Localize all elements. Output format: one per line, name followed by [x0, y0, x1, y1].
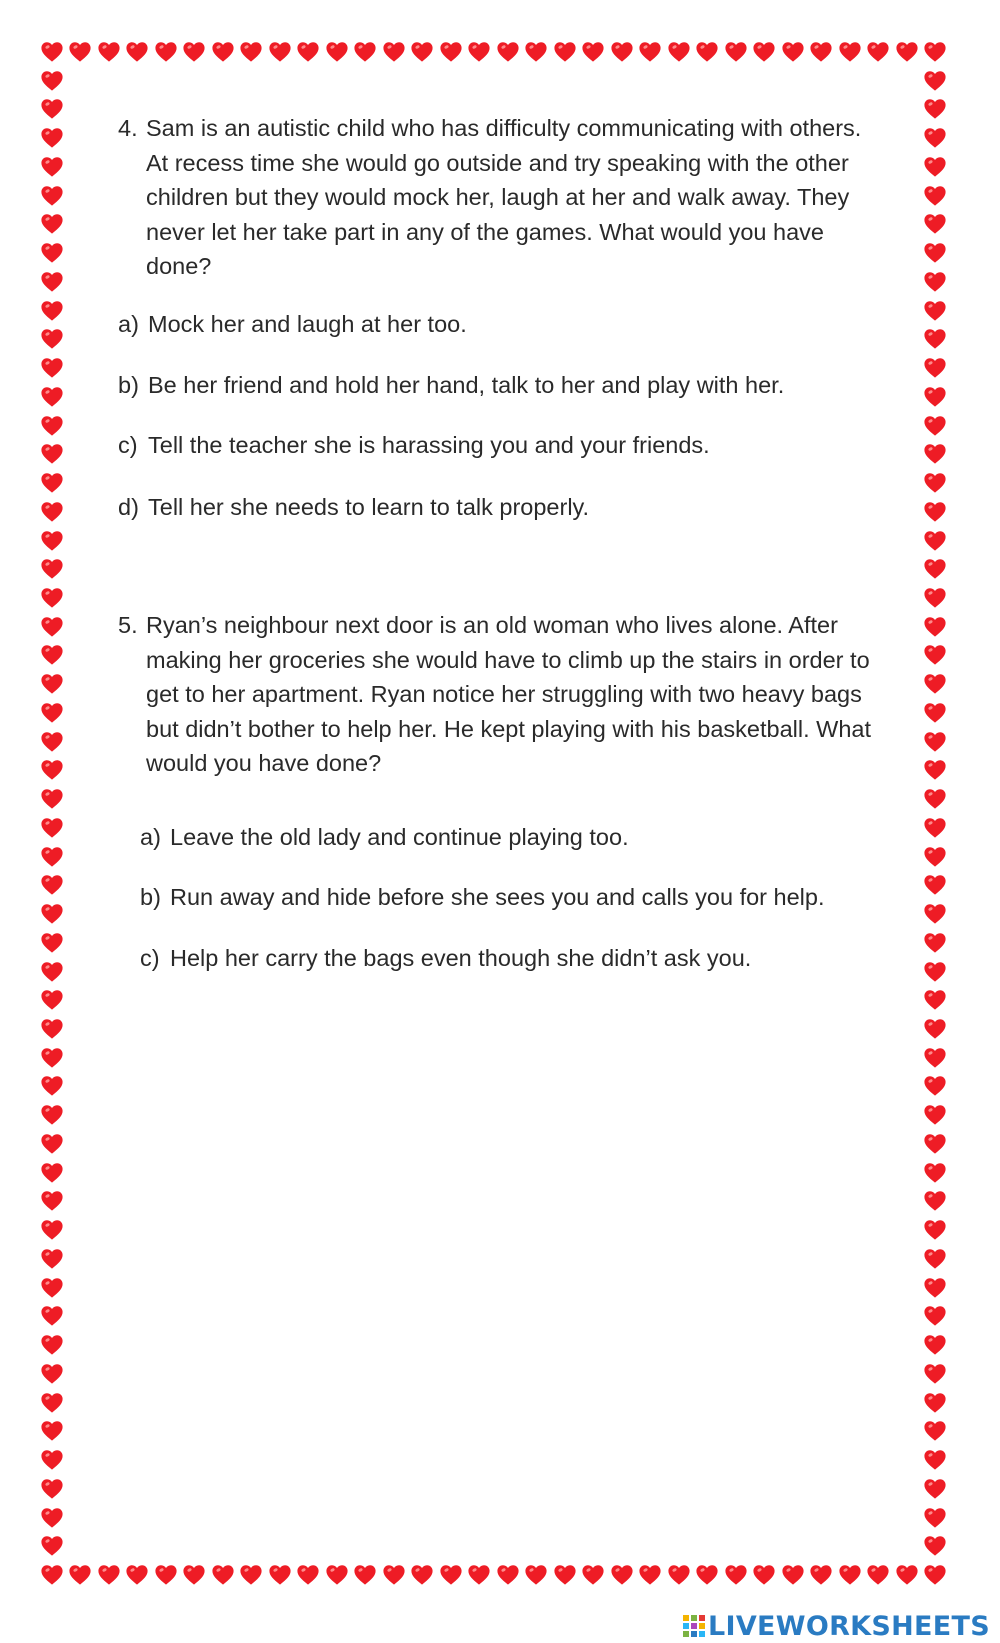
heart-icon — [40, 931, 64, 955]
heart-icon — [40, 299, 64, 323]
heart-icon — [439, 1563, 463, 1587]
option-text: Tell her she needs to learn to talk properly. — [148, 494, 590, 520]
heart-icon — [923, 414, 947, 438]
heart-icon — [695, 1563, 719, 1587]
option-letter: a) — [140, 824, 161, 850]
option-text: Run away and hide before she sees you and calls you for help. — [170, 884, 825, 910]
heart-icon — [40, 1333, 64, 1357]
question-text: Sam is an autistic child who has difficulty communicating with others. At recess time she would go outside and try speaking with the other children but they would mock her, laugh at her and walk away. They never let her take part in any of the games. What would you have done? — [146, 115, 862, 279]
option-text: Mock her and laugh at her too. — [148, 311, 467, 337]
heart-icon — [524, 40, 548, 64]
heart-icon — [40, 40, 64, 64]
question-4-option-b[interactable] — [118, 368, 784, 402]
question-5-option-c[interactable] — [140, 941, 751, 975]
heart-icon — [68, 1563, 92, 1587]
heart-icon — [923, 643, 947, 667]
heart-icon — [866, 40, 890, 64]
option-text: Leave the old lady and continue playing too. — [170, 824, 629, 850]
heart-icon — [40, 1017, 64, 1041]
heart-icon — [40, 845, 64, 869]
heart-icon — [809, 1563, 833, 1587]
heart-icon — [638, 1563, 662, 1587]
heart-icon — [895, 40, 919, 64]
heart-icon — [239, 1563, 263, 1587]
heart-icon — [154, 40, 178, 64]
heart-icon — [923, 40, 947, 64]
heart-icon — [40, 1419, 64, 1443]
heart-icon — [40, 241, 64, 265]
heart-icon — [40, 1304, 64, 1328]
heart-icon — [40, 672, 64, 696]
heart-icon — [239, 40, 263, 64]
heart-icon — [752, 40, 776, 64]
heart-icon — [40, 873, 64, 897]
heart-icon — [923, 270, 947, 294]
heart-icon — [410, 40, 434, 64]
heart-icon — [838, 1563, 862, 1587]
question-5-option-a[interactable] — [140, 820, 629, 854]
heart-icon — [923, 241, 947, 265]
heart-icon — [125, 40, 149, 64]
heart-icon — [923, 155, 947, 179]
heart-icon — [467, 40, 491, 64]
heart-icon — [296, 40, 320, 64]
heart-icon — [40, 816, 64, 840]
heart-icon — [923, 184, 947, 208]
question-text: Ryan’s neighbour next door is an old woman who lives alone. After making her groceries she would have to climb up the stairs in order to get to her apartment. Ryan notice her struggling with two heavy bags but didn’t bother to help her. He kept playing with his basketball. What would you have done? — [146, 612, 872, 776]
heart-icon — [97, 1563, 121, 1587]
heart-icon — [40, 1189, 64, 1213]
option-text: Tell the teacher she is harassing you and your friends. — [148, 432, 710, 458]
heart-icon — [923, 327, 947, 351]
heart-icon — [40, 1362, 64, 1386]
question-4-option-c[interactable] — [118, 428, 710, 462]
question-4-option-a[interactable] — [118, 307, 467, 341]
heart-icon — [40, 1506, 64, 1530]
heart-icon — [553, 1563, 577, 1587]
heart-icon — [923, 385, 947, 409]
heart-icon — [40, 1103, 64, 1127]
heart-icon — [838, 40, 862, 64]
heart-icon — [923, 1333, 947, 1357]
heart-icon — [97, 40, 121, 64]
heart-icon — [923, 960, 947, 984]
option-letter: b) — [140, 884, 161, 910]
heart-icon — [923, 931, 947, 955]
heart-icon — [40, 1477, 64, 1501]
heart-icon — [553, 40, 577, 64]
heart-icon — [182, 40, 206, 64]
heart-icon — [40, 960, 64, 984]
heart-icon — [40, 643, 64, 667]
heart-icon — [923, 1506, 947, 1530]
heart-icon — [781, 1563, 805, 1587]
heart-icon — [923, 1247, 947, 1271]
question-number: 5. — [118, 612, 138, 638]
heart-icon — [40, 988, 64, 1012]
heart-icon — [325, 1563, 349, 1587]
heart-icon — [923, 787, 947, 811]
heart-icon — [268, 1563, 292, 1587]
heart-icon — [923, 1046, 947, 1070]
liveworksheets-logo-icon — [683, 1614, 705, 1638]
heart-icon — [923, 1276, 947, 1300]
question-5 — [118, 608, 878, 781]
heart-icon — [923, 1304, 947, 1328]
heart-icon — [923, 500, 947, 524]
heart-icon — [40, 270, 64, 294]
heart-icon — [724, 1563, 748, 1587]
heart-icon — [923, 1391, 947, 1415]
heart-icon — [923, 1161, 947, 1185]
heart-icon — [923, 873, 947, 897]
heart-icon — [923, 356, 947, 380]
heart-icon — [923, 69, 947, 93]
option-letter: a) — [118, 311, 139, 337]
heart-icon — [382, 40, 406, 64]
heart-icon — [40, 701, 64, 725]
heart-icon — [40, 529, 64, 553]
heart-icon — [40, 902, 64, 926]
heart-icon — [923, 845, 947, 869]
heart-icon — [496, 1563, 520, 1587]
heart-icon — [182, 1563, 206, 1587]
option-letter: c) — [118, 432, 138, 458]
heart-icon — [382, 1563, 406, 1587]
heart-icon — [40, 1218, 64, 1242]
heart-icon — [923, 1448, 947, 1472]
heart-icon — [923, 1132, 947, 1156]
heart-icon — [40, 730, 64, 754]
heart-icon — [467, 1563, 491, 1587]
question-number: 4. — [118, 115, 138, 141]
heart-icon — [410, 1563, 434, 1587]
heart-icon — [610, 1563, 634, 1587]
heart-icon — [923, 816, 947, 840]
heart-icon — [923, 471, 947, 495]
heart-icon — [923, 988, 947, 1012]
heart-icon — [923, 1534, 947, 1558]
heart-icon — [40, 1448, 64, 1472]
heart-icon — [40, 1534, 64, 1558]
heart-icon — [923, 1103, 947, 1127]
heart-icon — [40, 1391, 64, 1415]
heart-icon — [40, 414, 64, 438]
heart-icon — [581, 40, 605, 64]
heart-icon — [325, 40, 349, 64]
option-text: Be her friend and hold her hand, talk to her and play with her. — [148, 372, 785, 398]
heart-icon — [923, 442, 947, 466]
question-4 — [118, 111, 878, 284]
heart-icon — [524, 1563, 548, 1587]
heart-icon — [40, 1563, 64, 1587]
heart-icon — [923, 212, 947, 236]
heart-icon — [496, 40, 520, 64]
heart-icon — [667, 1563, 691, 1587]
heart-icon — [923, 1189, 947, 1213]
heart-icon — [439, 40, 463, 64]
heart-icon — [40, 212, 64, 236]
heart-icon — [923, 902, 947, 926]
heart-icon — [40, 126, 64, 150]
heart-icon — [923, 529, 947, 553]
heart-icon — [581, 1563, 605, 1587]
heart-icon — [638, 40, 662, 64]
heart-icon — [923, 615, 947, 639]
heart-icon — [667, 40, 691, 64]
heart-icon — [724, 40, 748, 64]
heart-icon — [40, 356, 64, 380]
heart-icon — [923, 1419, 947, 1443]
heart-icon — [923, 1362, 947, 1386]
option-letter: b) — [118, 372, 139, 398]
heart-icon — [40, 1046, 64, 1070]
heart-icon — [923, 557, 947, 581]
heart-icon — [40, 184, 64, 208]
heart-icon — [923, 97, 947, 121]
heart-icon — [40, 500, 64, 524]
heart-icon — [923, 672, 947, 696]
heart-icon — [923, 126, 947, 150]
liveworksheets-brand-text: LIVEWORKSHEETS — [707, 1610, 990, 1642]
heart-icon — [923, 730, 947, 754]
liveworksheets-logo[interactable] — [683, 1611, 990, 1641]
option-letter: c) — [140, 945, 160, 971]
heart-icon — [40, 155, 64, 179]
heart-icon — [40, 69, 64, 93]
heart-icon — [895, 1563, 919, 1587]
heart-icon — [353, 1563, 377, 1587]
heart-icon — [296, 1563, 320, 1587]
heart-icon — [211, 1563, 235, 1587]
heart-icon — [268, 40, 292, 64]
heart-icon — [40, 758, 64, 782]
heart-icon — [40, 1074, 64, 1098]
heart-icon — [923, 758, 947, 782]
heart-icon — [68, 40, 92, 64]
heart-icon — [40, 385, 64, 409]
heart-icon — [610, 40, 634, 64]
heart-icon — [125, 1563, 149, 1587]
heart-icon — [353, 40, 377, 64]
heart-icon — [40, 1247, 64, 1271]
heart-icon — [40, 586, 64, 610]
heart-icon — [211, 40, 235, 64]
heart-icon — [40, 557, 64, 581]
heart-icon — [40, 97, 64, 121]
heart-icon — [40, 442, 64, 466]
heart-icon — [40, 327, 64, 351]
heart-icon — [923, 1074, 947, 1098]
heart-icon — [923, 1017, 947, 1041]
heart-icon — [154, 1563, 178, 1587]
heart-icon — [923, 586, 947, 610]
heart-icon — [40, 615, 64, 639]
heart-icon — [923, 299, 947, 323]
question-4-option-d[interactable] — [118, 490, 589, 524]
question-5-option-b[interactable] — [140, 880, 825, 914]
heart-icon — [781, 40, 805, 64]
heart-icon — [695, 40, 719, 64]
heart-icon — [923, 1563, 947, 1587]
heart-icon — [752, 1563, 776, 1587]
heart-icon — [40, 1276, 64, 1300]
heart-icon — [923, 701, 947, 725]
option-text: Help her carry the bags even though she didn’t ask you. — [170, 945, 752, 971]
heart-icon — [923, 1477, 947, 1501]
heart-icon — [40, 1132, 64, 1156]
heart-icon — [40, 471, 64, 495]
heart-icon — [866, 1563, 890, 1587]
heart-icon — [40, 787, 64, 811]
option-letter: d) — [118, 494, 139, 520]
heart-icon — [923, 1218, 947, 1242]
heart-icon — [40, 1161, 64, 1185]
heart-icon — [809, 40, 833, 64]
